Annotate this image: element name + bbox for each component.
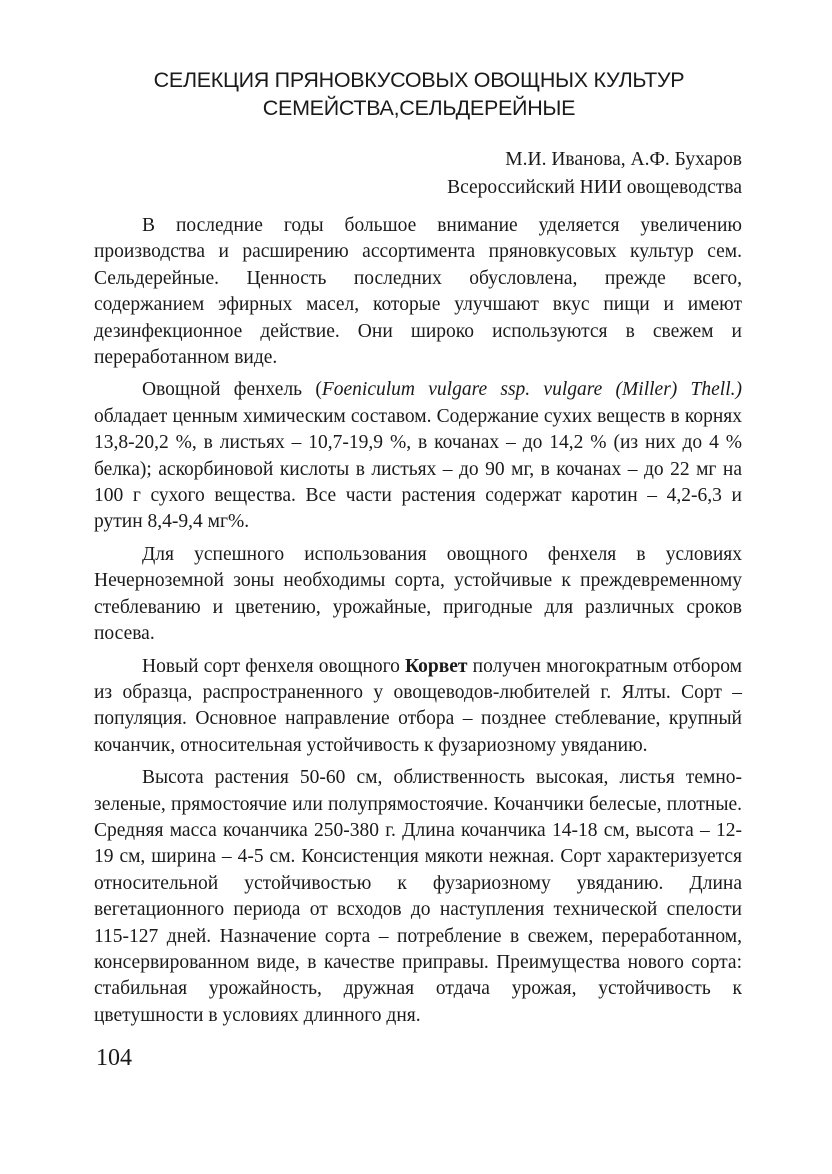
paragraph-2-rest: обладает ценным химическим составом. Содержание сухих веществ в корнях 13,8-20,2 %, в листьях – 10,7-19,9 %, в кочанах – до 14,2 % (из них до 4 % белка); аскорбиновой кислоты в листьях – до 90 мг, в кочанах – до 22 мг на 100 г сухого вещества. Все части растения содержат каротин – 4,2-6,3 и рутин 8,4-9,4 мг%. xyxy=(94,405,742,533)
paragraph-5: Высота растения 50-60 см, облиственность высокая, листья темно-зеленые, прямостоячие или полупрямостоячие. Кочанчики белесые, плотные. Средняя масса кочанчика 250-380 г. Длина кочанчика 14-18 см, высота – 12-19 см, ширина – 4-5 см. Консистенция мякоти нежная. Сорт характеризуется относительной устойчивостью к фузариозному увяданию. Длина вегетационного периода от всходов до наступления технической спелости 115-127 дней. Назначение сорта – потребление в свежем, переработанном, консервированном виде, в качестве приправы. Преимущества нового сорта: стабильная урожайность, дружная отдача урожая, устойчивость к цветушности в условиях длинного дня. xyxy=(94,767,742,1026)
article-body xyxy=(94,213,742,1035)
paragraph-2 xyxy=(94,377,742,535)
title-line-2: СЕМЕЙСТВА,СЕЛЬДЕРЕЙНЫЕ xyxy=(262,96,576,120)
page-number: 104 xyxy=(96,1045,132,1071)
paragraph-1: В последние годы большое внимание уделяется увеличению производства и расширению ассортимента пряновкусовых культур сем. Сельдерейные. Ценность последних обусловлена, прежде всего, содержанием эфирных масел, которые улучшают вкус пищи и имеют дезинфекционное действие. Они широко используются в свежем и переработанном виде. xyxy=(94,215,742,369)
author-institution: Всероссийский НИИ овощеводства xyxy=(447,177,742,198)
paragraph-3: Для успешного использования овощного фенхеля в условиях Нечерноземной зоны необходимы сорта, устойчивые к преждевременному стеблеванию и цветению, урожайные, пригодные для различных сроков посева. xyxy=(94,543,742,645)
paragraph-4-start: Новый сорт фенхеля овощного xyxy=(142,655,405,677)
variety-name: Корвет xyxy=(404,655,468,677)
author-names: М.И. Иванова, А.Ф. Бухаров xyxy=(505,149,742,170)
title-line-1: СЕЛЕКЦИЯ ПРЯНОВКУСОВЫХ ОВОЩНЫХ КУЛЬТУР xyxy=(153,68,685,92)
author-block xyxy=(447,146,742,202)
latin-species-name: Foeniculum vulgare ssp. vulgare (Miller) Thell.) xyxy=(321,379,742,401)
article-title xyxy=(94,66,744,122)
paragraph-2-start: Овощной фенхель ( xyxy=(142,379,322,401)
paragraph-4 xyxy=(94,654,742,760)
paragraph-4-rest: получен многократным отбором из образца, распространенного у овощеводов-любителей г. Ялты. Сорт – популяция. Основное направление отбора – позднее стеблевание, крупный кочанчик, относительная устойчивость к фузариозному увяданию. xyxy=(94,655,742,756)
